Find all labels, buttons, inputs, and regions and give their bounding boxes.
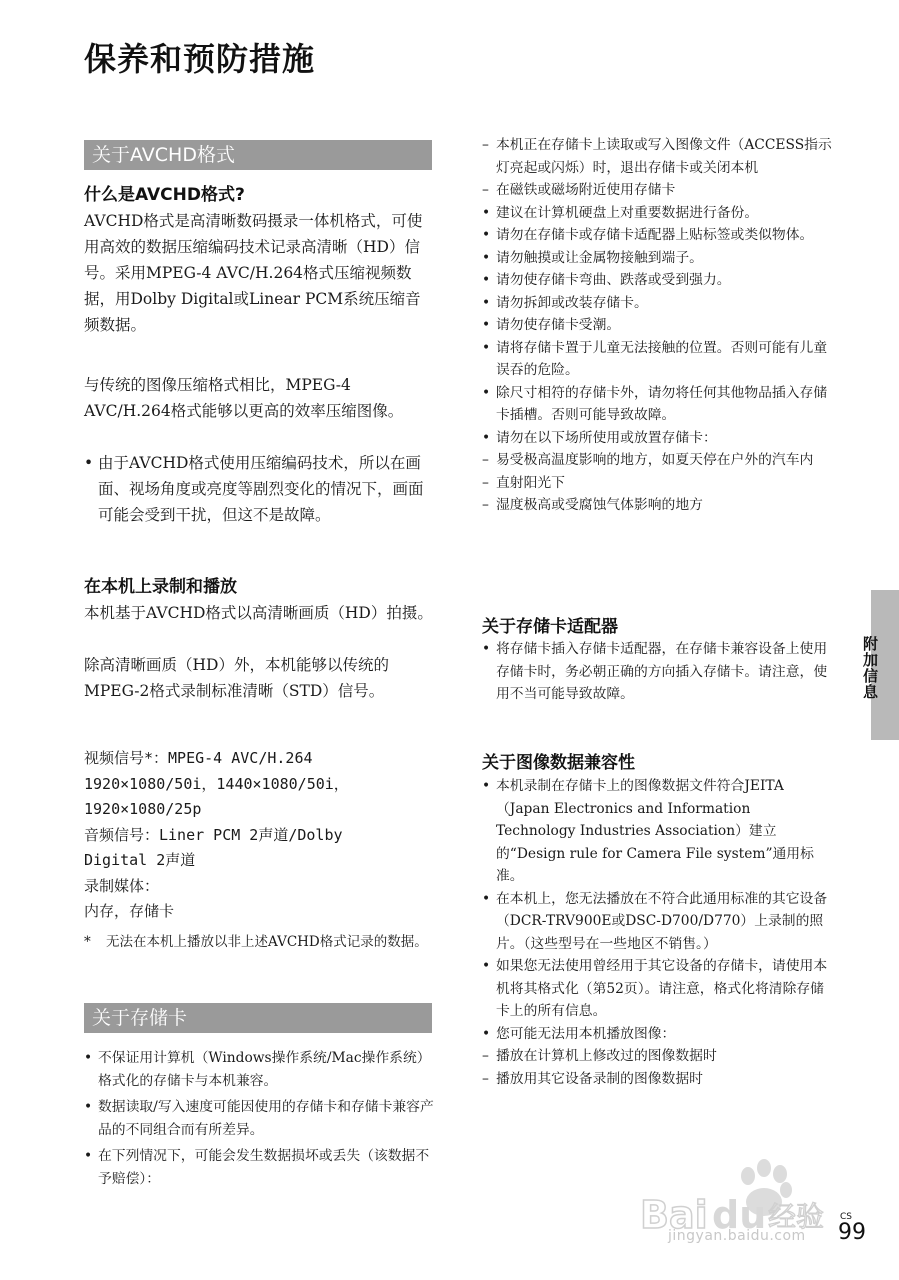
paragraph-record-std: 除高清晰画质（HD）外，本机能够以传统的MPEG-2格式录制标准清晰（STD）信号。 <box>84 656 389 700</box>
subhead-image-compat: 关于图像数据兼容性 <box>482 753 635 773</box>
bullet-item: • 请勿拆卸或改装存储卡。 <box>482 292 832 315</box>
dash-item: – 湿度极高或受腐蚀气体影响的地方 <box>482 494 832 517</box>
bullet-item: • 在下列情况下，可能会发生数据损坏或丢失（该数据不予赔偿）： <box>84 1145 434 1190</box>
bullet-item: • 请勿在存储卡或存储卡适配器上贴标签或类似物体。 <box>482 224 832 247</box>
dash-item: – 播放在计算机上修改过的图像数据时 <box>482 1045 832 1068</box>
bullet-item: • 本机录制在存储卡上的图像数据文件符合JEITA（Japan Electronics and Information Technology Industries Association）建立的“Design rule for Camera File system”通用标准。 <box>482 775 832 888</box>
dash-item: – 播放用其它设备录制的图像数据时 <box>482 1068 832 1091</box>
side-tab-label: 附加信息 <box>861 636 879 700</box>
spec-line: 1920×1080/25p <box>84 800 202 818</box>
bullet-item: • 在本机上，您无法播放在不符合此通用标准的其它设备（DCR-TRV900E或DSC-D700/D770）上录制的照片。（这些型号在一些地区不销售。） <box>482 888 832 956</box>
bullet-item: • 不保证用计算机（Windows操作系统/Mac操作系统）格式化的存储卡与本机兼容。 <box>84 1047 434 1092</box>
subhead-record-playback: 在本机上录制和播放 <box>84 577 237 597</box>
paragraph-avchd-compression: 与传统的图像压缩格式相比，MPEG-4 AVC/H.264格式能够以更高的效率压缩图像。 <box>84 376 404 420</box>
spec-line: Digital 2声道 <box>84 851 196 869</box>
card-adapter-bullet-list <box>482 638 832 706</box>
svg-text:du: du <box>712 1193 767 1237</box>
dash-item: – 本机正在存储卡上读取或写入图像文件（ACCESS指示灯亮起或闪烁）时，退出存储卡或关闭本机 <box>482 134 832 179</box>
memory-card-cautions-list <box>482 134 832 517</box>
dash-item: – 在磁铁或磁场附近使用存储卡 <box>482 179 832 202</box>
page-title: 保养和预防措施 <box>84 40 316 78</box>
section-header-avchd: 关于AVCHD格式 <box>84 140 432 170</box>
footnote <box>84 932 456 953</box>
spec-line: 视频信号*：MPEG-4 AVC/H.264 <box>84 749 313 767</box>
subhead-what-is-avchd: 什么是AVCHD格式? <box>84 185 245 205</box>
watermark-url: jingyan.baidu.com <box>668 1228 806 1244</box>
spec-line: 录制媒体： <box>84 876 160 895</box>
paragraph-avchd-intro: AVCHD格式是高清晰数码摄录一体机格式，可使用高效的数据压缩编码技术记录高清晰（HD）信号。采用MPEG-4 AVC/H.264格式压缩视频数据，用Dolby Digital或Linear PCM系统压缩音频数据。 <box>84 212 423 334</box>
bullet-item: • 请勿使存储卡弯曲、跌落或受到强力。 <box>482 269 832 292</box>
bullet-item: • 请勿在以下场所使用或放置存储卡： <box>482 427 832 450</box>
paragraph-record-hd: 本机基于AVCHD格式以高清晰画质（HD）拍摄。 <box>84 604 433 622</box>
footnote-mark: * <box>84 934 91 950</box>
footnote-text: 无法在本机上播放以非上述AVCHD格式记录的数据。 <box>106 934 428 950</box>
bullet-item: • 请勿触摸或让金属物接触到端子。 <box>482 247 832 270</box>
bullet-item: • 建议在计算机硬盘上对重要数据进行备份。 <box>482 202 832 225</box>
svg-text:Bai: Bai <box>640 1193 708 1237</box>
page-number: 99 <box>838 1220 866 1245</box>
bullet-item: • 请将存储卡置于儿童无法接触的位置。否则可能有儿童误吞的危险。 <box>482 337 832 382</box>
spec-line: 音频信号：Liner PCM 2声道/Dolby <box>84 825 343 844</box>
avchd-bullet-list <box>84 450 434 528</box>
list-item: • 由于AVCHD格式使用压缩编码技术，所以在画面、视场角度或亮度等剧烈变化的情况下，画面可能会受到干扰，但这不是故障。 <box>84 450 434 528</box>
spec-line: 1920×1080/50i，1440×1080/50i， <box>84 774 349 793</box>
svg-text:经验: 经验 <box>768 1200 825 1233</box>
bullet-item: • 请勿使存储卡受潮。 <box>482 314 832 337</box>
dash-item: – 易受极高温度影响的地方，如夏天停在户外的汽车内 <box>482 449 832 472</box>
memory-card-bullet-list <box>84 1047 434 1190</box>
subhead-card-adapter: 关于存储卡适配器 <box>482 617 618 637</box>
section-header-memory-card: 关于存储卡 <box>84 1003 432 1033</box>
bullet-item: • 数据读取/写入速度可能因使用的存储卡和存储卡兼容产品的不同组合而有所差异。 <box>84 1096 434 1141</box>
bullet-item: • 您可能无法用本机播放图像： <box>482 1023 832 1046</box>
dash-item: – 直射阳光下 <box>482 472 832 495</box>
page-language-code: CS <box>840 1212 852 1222</box>
bullet-item: • 如果您无法使用曾经用于其它设备的存储卡，请使用本机将其格式化（第52页）。请注意，格式化将清除存储卡上的所有信息。 <box>482 955 832 1023</box>
bullet-item: • 将存储卡插入存储卡适配器，在存储卡兼容设备上使用存储卡时，务必朝正确的方向插入存储卡。请注意，使用不当可能导致故障。 <box>482 638 832 706</box>
spec-block <box>84 746 349 925</box>
image-compat-bullet-list <box>482 775 832 1090</box>
bullet-item: • 除尺寸相符的存储卡外，请勿将任何其他物品插入存储卡插槽。否则可能导致故障。 <box>482 382 832 427</box>
spec-line: 内存，存储卡 <box>84 902 175 920</box>
